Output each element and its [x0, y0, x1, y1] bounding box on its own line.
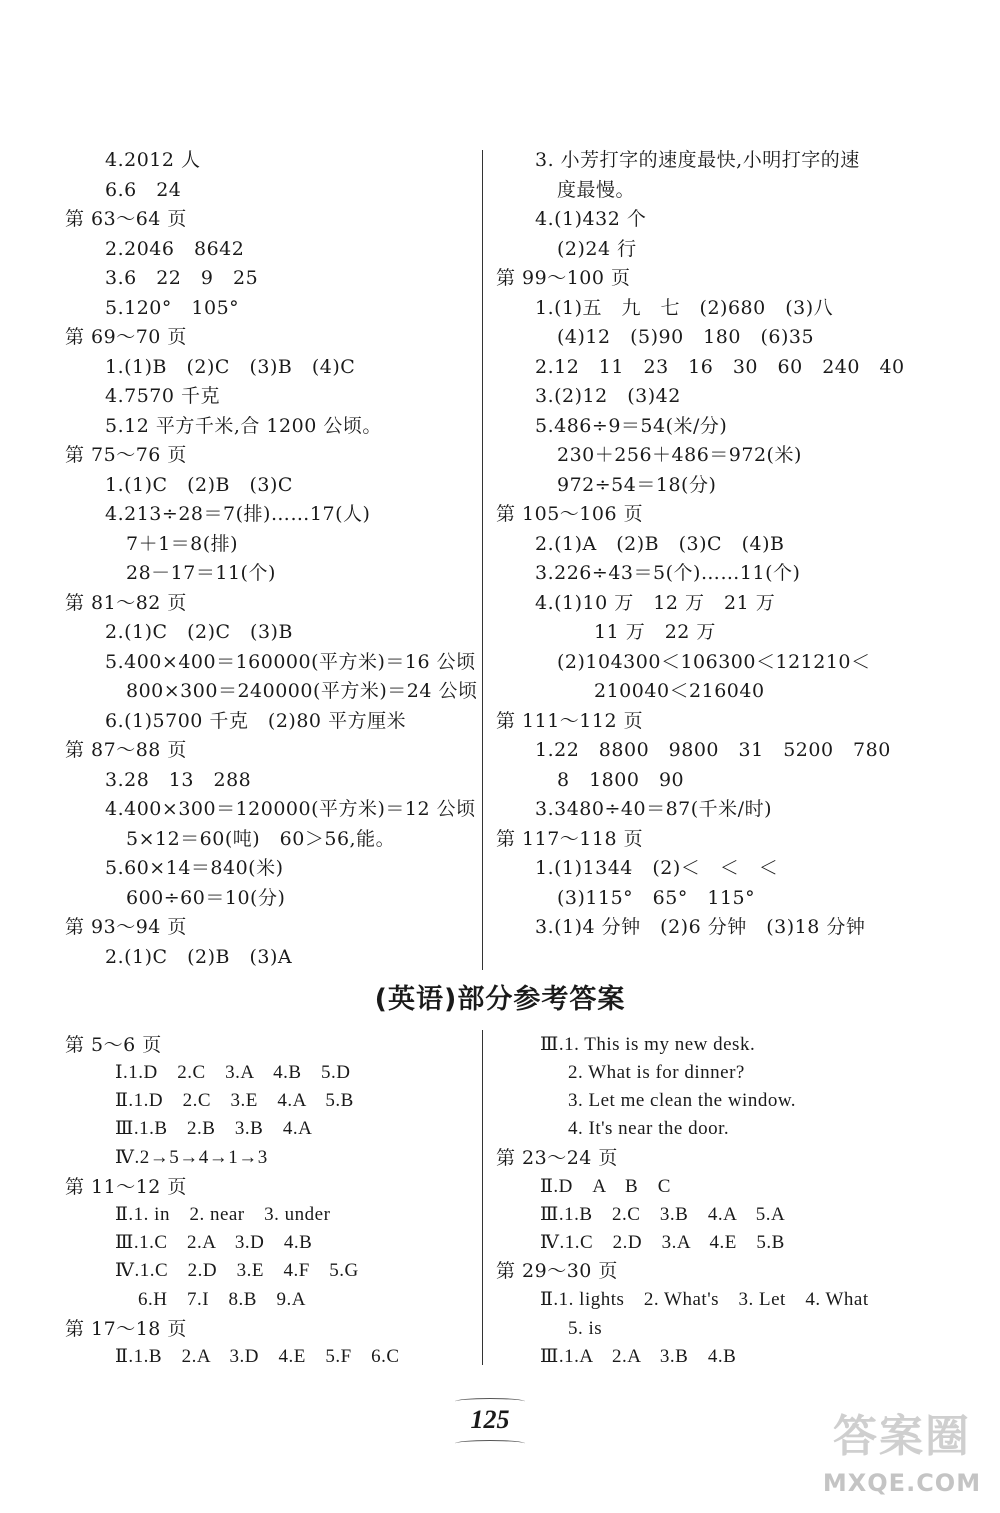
- answer-line: 6.(1)5700 千克 (2)80 平方厘米: [105, 710, 407, 732]
- page-range-heading: 第 111～112 页: [496, 710, 644, 732]
- answer-line: (4)12 (5)90 180 (6)35: [557, 326, 815, 348]
- answer-line: 3.28 13 288: [105, 769, 252, 791]
- answer-line: 1.(1)B (2)C (3)B (4)C: [105, 356, 356, 378]
- answer-line: 230＋256＋486＝972(米): [557, 444, 802, 466]
- answer-line: 3.6 22 9 25: [105, 267, 259, 289]
- answer-line: 972÷54＝18(分): [557, 474, 717, 496]
- answer-line: 600÷60＝10(分): [126, 887, 286, 909]
- page-range-heading: 第 5～6 页: [65, 1034, 162, 1056]
- answer-line: 1.22 8800 9800 31 5200 780: [535, 739, 891, 761]
- answer-line: 3. 小芳打字的速度最快,小明打字的速: [535, 149, 860, 171]
- answer-line: 2. What is for dinner?: [568, 1062, 745, 1083]
- english-section-title: (英语)部分参考答案: [374, 984, 626, 1015]
- column-divider: [482, 1030, 483, 1365]
- answer-line: 5.60×14＝840(米): [105, 857, 284, 879]
- answer-line: Ⅰ.1.D 2.C 3.A 4.B 5.D: [115, 1062, 351, 1083]
- watermark-url: MXQE.COM: [822, 1469, 982, 1497]
- answer-line: 2.(1)C (2)C (3)B: [105, 621, 293, 643]
- answer-line: 3. Let me clean the window.: [568, 1090, 797, 1111]
- answer-line: 1.(1)C (2)B (3)C: [105, 474, 293, 496]
- answer-line: 4. It's near the door.: [568, 1118, 730, 1139]
- answer-line: Ⅲ.1.C 2.A 3.D 4.B: [115, 1232, 313, 1253]
- page-range-heading: 第 23～24 页: [496, 1147, 618, 1169]
- answer-line: 2.12 11 23 16 30 60 240 40: [535, 356, 905, 378]
- page-range-heading: 第 117～118 页: [496, 828, 644, 850]
- answer-line: 6.6 24: [105, 179, 182, 201]
- answer-line: 5.120° 105°: [105, 297, 240, 319]
- answer-line: 5×12＝60(吨) 60＞56,能。: [126, 828, 396, 850]
- answer-line: Ⅳ.1.C 2.D 3.E 4.F 5.G: [115, 1260, 359, 1281]
- answer-line: Ⅲ.1.A 2.A 3.B 4.B: [540, 1346, 737, 1367]
- answer-line: 2.(1)A (2)B (3)C (4)B: [535, 533, 785, 555]
- answer-line: 2.(1)C (2)B (3)A: [105, 946, 293, 968]
- answer-line: 5.486÷9＝54(米/分): [535, 415, 728, 437]
- page-range-heading: 第 11～12 页: [65, 1176, 187, 1198]
- page-number-ornament-bottom: [455, 1440, 525, 1447]
- answer-line: 4.213÷28＝7(排)……17(人): [105, 503, 371, 525]
- answer-line: (3)115° 65° 115°: [557, 887, 756, 909]
- answer-line: 3.(2)12 (3)42: [535, 385, 681, 407]
- page-number-ornament-top: [455, 1398, 525, 1405]
- answer-line: 5. is: [568, 1318, 603, 1339]
- answer-line: 3.(1)4 分钟 (2)6 分钟 (3)18 分钟: [535, 916, 866, 938]
- answer-line: Ⅳ.2→5→4→1→3: [115, 1147, 268, 1168]
- page-range-heading: 第 17～18 页: [65, 1318, 187, 1340]
- answer-line: 4.(1)10 万 12 万 21 万: [535, 592, 776, 614]
- answer-line: Ⅳ.1.C 2.D 3.A 4.E 5.B: [540, 1232, 785, 1253]
- answer-line: 4.(1)432 个: [535, 208, 647, 230]
- answer-line: 11 万 22 万: [594, 621, 716, 643]
- answer-line: 4.2012 人: [105, 149, 201, 171]
- site-watermark: [812, 1407, 992, 1507]
- answer-line: 3.226÷43＝5(个)……11(个): [535, 562, 801, 584]
- answer-line: 6.H 7.I 8.B 9.A: [138, 1289, 306, 1310]
- answer-line: Ⅲ.1.B 2.B 3.B 4.A: [115, 1118, 313, 1139]
- answer-line: 210040＜216040: [594, 680, 765, 702]
- answer-line: 5.400×400＝160000(平方米)＝16 公顷: [105, 651, 476, 673]
- answer-line: Ⅱ.1. in 2. near 3. under: [115, 1204, 331, 1225]
- page-range-heading: 第 93～94 页: [65, 916, 187, 938]
- answer-line: 4.400×300＝120000(平方米)＝12 公顷: [105, 798, 476, 820]
- answer-line: 4.7570 千克: [105, 385, 221, 407]
- page-range-heading: 第 29～30 页: [496, 1260, 618, 1282]
- answer-line: 7＋1＝8(排): [126, 533, 239, 555]
- page-range-heading: 第 105～106 页: [496, 503, 644, 525]
- answer-line: Ⅱ.1.D 2.C 3.E 4.A 5.B: [115, 1090, 354, 1111]
- page-range-heading: 第 63～64 页: [65, 208, 187, 230]
- answer-line: 28－17＝11(个): [126, 562, 276, 584]
- page-range-heading: 第 81～82 页: [65, 592, 187, 614]
- page-number: 125: [470, 1405, 510, 1434]
- page-range-heading: 第 99～100 页: [496, 267, 631, 289]
- answer-line: 2.2046 8642: [105, 238, 245, 260]
- answer-line: Ⅱ.1. lights 2. What's 3. Let 4. What: [540, 1289, 869, 1310]
- answer-line: 3.3480÷40＝87(千米/时): [535, 798, 772, 820]
- answer-line: 800×300＝240000(平方米)＝24 公顷: [126, 680, 478, 702]
- column-divider: [482, 150, 483, 970]
- page-range-heading: 第 69～70 页: [65, 326, 187, 348]
- answer-line: Ⅱ.D A B C: [540, 1176, 671, 1197]
- answer-line: 1.(1)1344 (2)＜ ＜ ＜: [535, 857, 779, 879]
- answer-line: 5.12 平方千米,合 1200 公顷。: [105, 415, 382, 437]
- page-range-heading: 第 75～76 页: [65, 444, 187, 466]
- answer-line: Ⅲ.1. This is my new desk.: [540, 1034, 756, 1055]
- answer-line: 度最慢。: [557, 179, 636, 201]
- answer-line: Ⅱ.1.B 2.A 3.D 4.E 5.F 6.C: [115, 1346, 400, 1367]
- answer-line: 8 1800 90: [557, 769, 685, 791]
- answer-line: Ⅲ.1.B 2.C 3.B 4.A 5.A: [540, 1204, 786, 1225]
- answer-line: (2)104300＜106300＜121210＜: [557, 651, 871, 673]
- answer-line: (2)24 行: [557, 238, 637, 260]
- page-range-heading: 第 87～88 页: [65, 739, 187, 761]
- answer-line: 1.(1)五 九 七 (2)680 (3)八: [535, 297, 834, 319]
- watermark-logo: 答案圈: [833, 1411, 971, 1462]
